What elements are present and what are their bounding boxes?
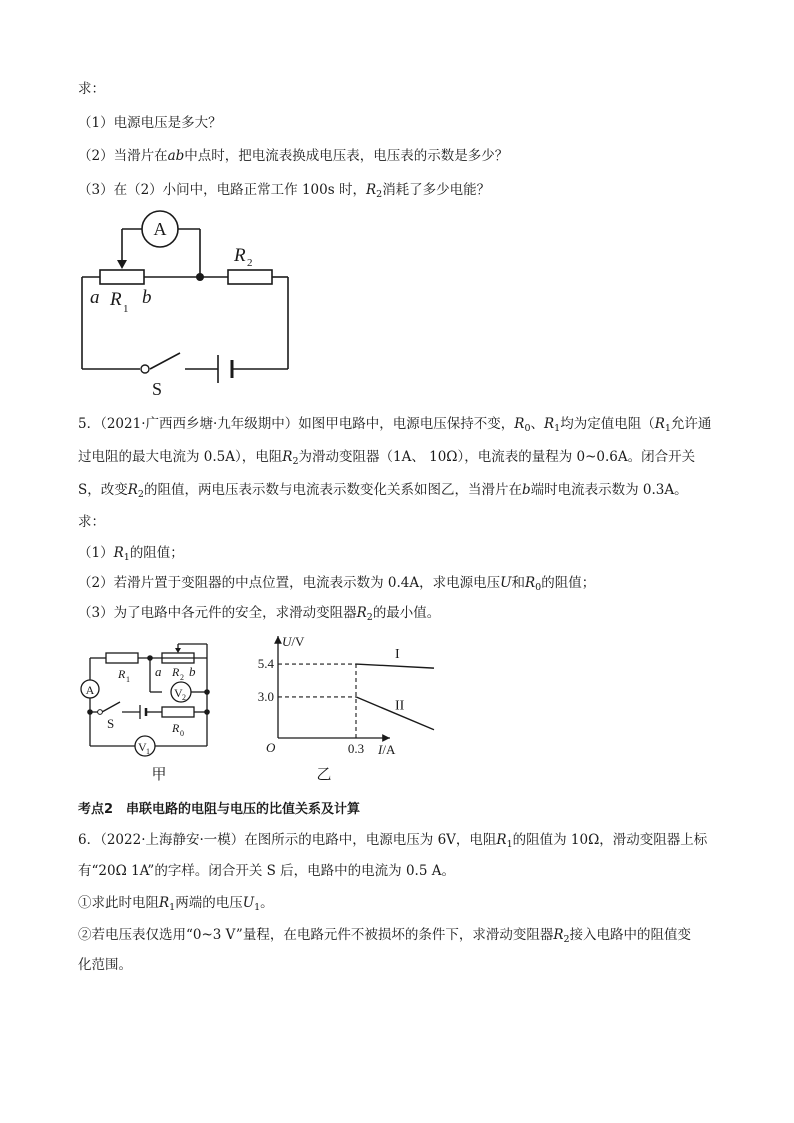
q6-part3: 化范围。 bbox=[78, 957, 132, 973]
fig2-r1-subscript: 1 bbox=[126, 675, 130, 684]
y-tick-label: 3.0 bbox=[257, 688, 274, 704]
q5-part1: $(1)R_1$的阻值； bbox=[78, 545, 184, 563]
terminal-b-label: b bbox=[142, 287, 152, 308]
q5-ask: 求： bbox=[78, 514, 105, 530]
switch-label: S bbox=[152, 379, 163, 399]
fig2-a-label: a bbox=[155, 664, 162, 679]
fig2-v2-subscript: 2 bbox=[182, 693, 186, 702]
fig2-v1-label: V bbox=[138, 740, 147, 754]
q6-line1: 6．（2022·上海静安·一模）在图所示的电路中，电源电压为 6V，电阻$R_1$的阻值为 10Ω，滑动变阻器上标 bbox=[78, 832, 708, 850]
origin-label: O bbox=[266, 740, 276, 755]
q6-line2: 有“20Ω 1A”的字样。闭合开关 S 后，电路中的电流为 0.5 A。 bbox=[78, 863, 455, 879]
ammeter-label: A bbox=[153, 219, 167, 239]
fig2-r0-subscript: 0 bbox=[180, 729, 184, 738]
fig2-ammeter-label: A bbox=[85, 683, 95, 697]
q5-line3: S，改变$R_2$的阻值，两电压表示数与电流表示数变化关系如图乙，当滑片在b端时电流表示数为 0.3A。 bbox=[78, 482, 688, 500]
fig2-r1-label: R bbox=[118, 667, 126, 681]
x-tick-label: 0.3 bbox=[347, 741, 365, 756]
q6-part2: ②若电压表仅选用“0~3 V”量程，在电路元件不被损坏的条件下，求滑动变阻器$R_2$接入电路中的阻值变 bbox=[78, 927, 692, 945]
fig2-r2-subscript: 2 bbox=[180, 673, 184, 682]
circuit-diagram-2 bbox=[76, 636, 226, 786]
x-axis-label bbox=[377, 742, 396, 757]
fig2-caption: 甲 bbox=[151, 765, 167, 783]
r2-label: R bbox=[234, 245, 246, 266]
x-axis-label-unit: /A bbox=[382, 742, 396, 757]
ui-chart bbox=[244, 628, 414, 786]
fig2-v1-subscript: 1 bbox=[146, 747, 150, 756]
r1-subscript: 1 bbox=[123, 303, 129, 315]
q4-part1: （1）电源电压是多大？ bbox=[78, 115, 222, 131]
r1-label: R bbox=[110, 289, 122, 310]
q5-part2: （2）若滑片置于变阻器的中点位置，电流表示数为 0.4A，求电源电压U和$R_0$的阻值； bbox=[78, 575, 596, 593]
q4-part3: （3）在（2）小问中，电路正常工作 100s 时，$R_2$消耗了多少电能？ bbox=[78, 182, 491, 200]
fig2-b-label: b bbox=[189, 664, 196, 679]
chart-caption: 乙 bbox=[316, 765, 332, 783]
q5-line1: 5．（2021·广西西乡塘·九年级期中）如图甲电路中，电源电压保持不变，$R_0$、$R_1$均为定值电阻（$R_1$允许通 bbox=[78, 416, 712, 434]
y-axis-label-unit: /V bbox=[291, 634, 305, 649]
x-axis-label-var: I bbox=[378, 742, 383, 757]
q5-line2: 过电阻的最大电流为 0.5A），电阻$R_2$为滑动变阻器（1A、 10Ω），电流表的量程为 0~0.6A。闭合开关 bbox=[78, 449, 696, 467]
q6-part1: ①求此时电阻$R_1$两端的电压$U_1$。 bbox=[78, 895, 274, 913]
fig2-switch-label: S bbox=[107, 716, 115, 731]
q5-part3: （3）为了电路中各元件的安全，求滑动变阻器$R_2$的最小值。 bbox=[78, 605, 441, 623]
circuit-diagram-1 bbox=[70, 205, 300, 400]
series-line-1 bbox=[356, 664, 434, 668]
y-axis-label-var: U bbox=[282, 634, 292, 649]
y-axis-label bbox=[282, 634, 305, 649]
terminal-a-label: a bbox=[90, 287, 100, 308]
series-label-2: II bbox=[395, 698, 405, 714]
q4-ask: 求： bbox=[78, 81, 105, 97]
r2-subscript: 2 bbox=[247, 257, 253, 269]
fig2-v2-label: V bbox=[174, 686, 183, 700]
fig2-r2-label: R bbox=[172, 665, 180, 679]
fig2-r0-label: R bbox=[172, 721, 180, 735]
y-tick-label: 5.4 bbox=[257, 656, 274, 672]
series-label-1: I bbox=[395, 647, 400, 663]
q4-part2: （2）当滑片在ab中点时，把电流表换成电压表，电压表的示数是多少？ bbox=[78, 148, 509, 164]
section-heading: 考点2 串联电路的电阻与电压的比值关系及计算 bbox=[78, 802, 361, 817]
